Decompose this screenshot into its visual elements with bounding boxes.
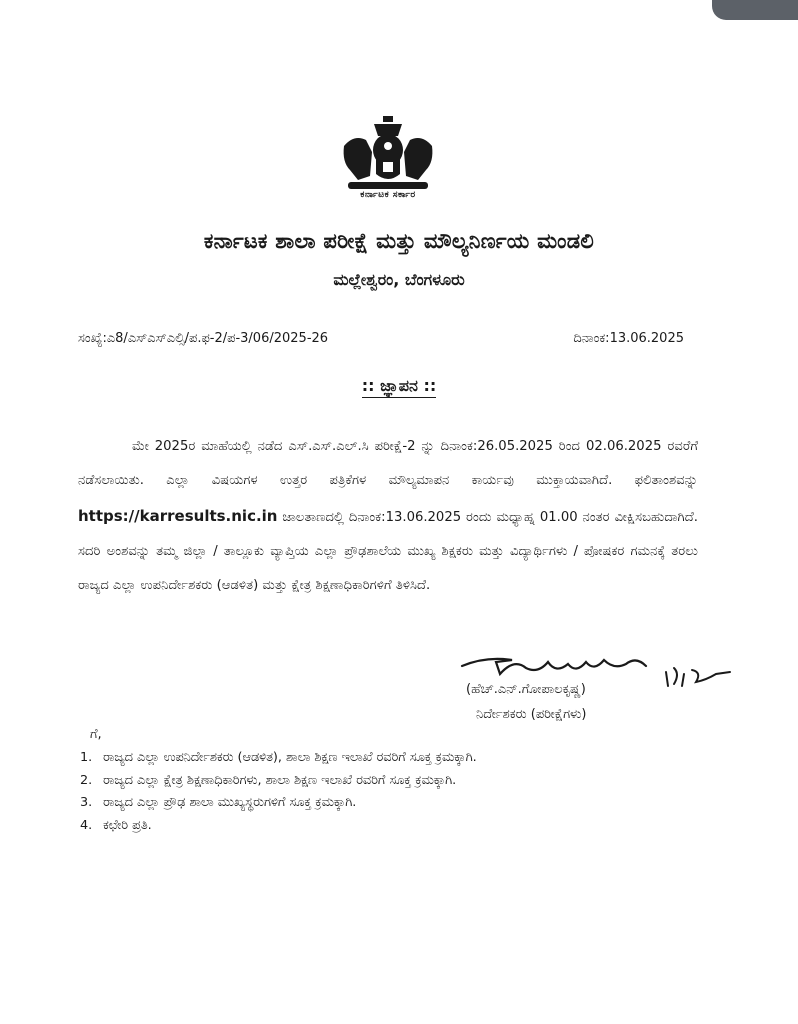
list-item bbox=[80, 770, 477, 793]
organization-title: ಕರ್ನಾಟಕ ಶಾಲಾ ಪರೀಕ್ಷೆ ಮತ್ತು ಮೌಲ್ಯನಿರ್ಣಯ ಮಂಡಲಿ bbox=[203, 229, 595, 253]
list-item-text: ರಾಜ್ಯದ ಎಲ್ಲಾ ಉಪನಿರ್ದೇಶಕರು (ಆಡಳಿತ), ಶಾಲಾ ಶಿಕ್ಷಣ ಇಲಾಖೆ ರವರಿಗೆ ಸೂಕ್ತ ಕ್ರಮಕ್ಕಾಗಿ. bbox=[103, 750, 477, 765]
notice-body-part-1: ಮೇ 2025ರ ಮಾಹೆಯಲ್ಲಿ ನಡೆದ ಎಸ್.ಎಸ್.ಎಲ್.ಸಿ ಪರೀಕ್ಷೆ-2 ನ್ನು ದಿನಾಂಕ:26.05.2025 ರಿಂದ 02.06.2025 ರವರೆಗೆ ನಡೆಸಲಾಯಿತು. ಎಲ್ಲಾ ವಿಷಯಗಳ ಉತ್ತರ ಪತ್ರಿಕೆಗಳ ಮೌಲ್ಯಮಾಪನ ಕಾರ್ಯವು ಮುಕ್ತಾಯವಾಗಿದೆ. ಫಲಿತಾಂಶವನ್ನು bbox=[78, 439, 698, 489]
copy-list bbox=[80, 747, 477, 837]
signatory-name: (ಹೆಚ್.ಎನ್.ಗೋಪಾಲಕೃಷ್ಣ) bbox=[466, 682, 586, 697]
list-item-number: 3. bbox=[80, 795, 93, 810]
list-item-text: ರಾಜ್ಯದ ಎಲ್ಲಾ ಪ್ರೌಢ ಶಾಲಾ ಮುಖ್ಯಸ್ಥರುಗಳಿಗೆ ಸೂಕ್ತ ಕ್ರಮಕ್ಕಾಗಿ. bbox=[103, 795, 357, 810]
list-item-number: 1. bbox=[80, 750, 93, 765]
list-item-number: 4. bbox=[80, 817, 93, 833]
list-item-number: 2. bbox=[80, 772, 93, 788]
list-item bbox=[80, 792, 477, 815]
list-item-text: ಕಛೇರಿ ಪ್ರತಿ. bbox=[103, 817, 152, 833]
notice-title-text: :: ಜ್ಞಾಪನ :: bbox=[362, 376, 437, 398]
corner-mark bbox=[712, 0, 798, 20]
notice-body bbox=[78, 430, 698, 603]
state-emblem-icon bbox=[336, 116, 440, 198]
results-link[interactable]: https://karresults.nic.in bbox=[78, 506, 278, 525]
organization-location: ಮಲ್ಲೇಶ್ವರಂ, ಬೆಂಗಳೂರು bbox=[333, 270, 465, 289]
list-item bbox=[80, 815, 477, 838]
signatory-title: ನಿರ್ದೇಶಕರು (ಪರೀಕ್ಷೆಗಳು) bbox=[476, 707, 587, 722]
reference-date: ದಿನಾಂಕ:13.06.2025 bbox=[573, 331, 684, 346]
list-item-text: ರಾಜ್ಯದ ಎಲ್ಲಾ ಕ್ಷೇತ್ರ ಶಿಕ್ಷಣಾಧಿಕಾರಿಗಳು, ಶಾಲಾ ಶಿಕ್ಷಣ ಇಲಾಖೆ ರವರಿಗೆ ಸೂಕ್ತ ಕ್ರಮಕ್ಕಾಗಿ. bbox=[103, 772, 457, 788]
emblem-caption: ಕರ್ನಾಟಕ ಸರ್ಕಾರ bbox=[360, 190, 416, 200]
notice-title bbox=[0, 376, 798, 396]
to-label: ಗೆ, bbox=[90, 727, 102, 742]
list-item bbox=[80, 747, 477, 770]
reference-number: ಸಂಖ್ಯೆ:ಎ8/ಎಸ್ಎಸ್ಎಲ್ಸಿ/ಪ.ಫ-2/ಪ-3/06/2025-26 bbox=[78, 331, 329, 346]
notice-body-part-2: ಜಾಲತಾಣದಲ್ಲಿ ದಿನಾಂಕ:13.06.2025 ರಂದು ಮಧ್ಯಾಹ್ನ 01.00 ನಂತರ ವೀಕ್ಷಿಸಬಹುದಾಗಿದೆ. ಸದರಿ ಅಂಶವನ್ನು ತಮ್ಮ ಜಿಲ್ಲಾ / ತಾಲ್ಲೂಕು ವ್ಯಾಪ್ತಿಯ ಎಲ್ಲಾ ಪ್ರೌಢಶಾಲೆಯ ಮುಖ್ಯ ಶಿಕ್ಷಕರು ಮತ್ತು ವಿದ್ಯಾರ್ಥಿಗಳು / ಪೋಷಕರ ಗಮನಕ್ಕೆ ತರಲು ರಾಜ್ಯದ ಎಲ್ಲಾ ಉಪನಿರ್ದೇಶಕರು (ಆಡಳಿತ) ಮತ್ತು ಕ್ಷೇತ್ರ ಶಿಕ್ಷಣಾಧಿಕಾರಿಗಳಿಗೆ ತಿಳಿಸಿದೆ. bbox=[78, 509, 698, 594]
